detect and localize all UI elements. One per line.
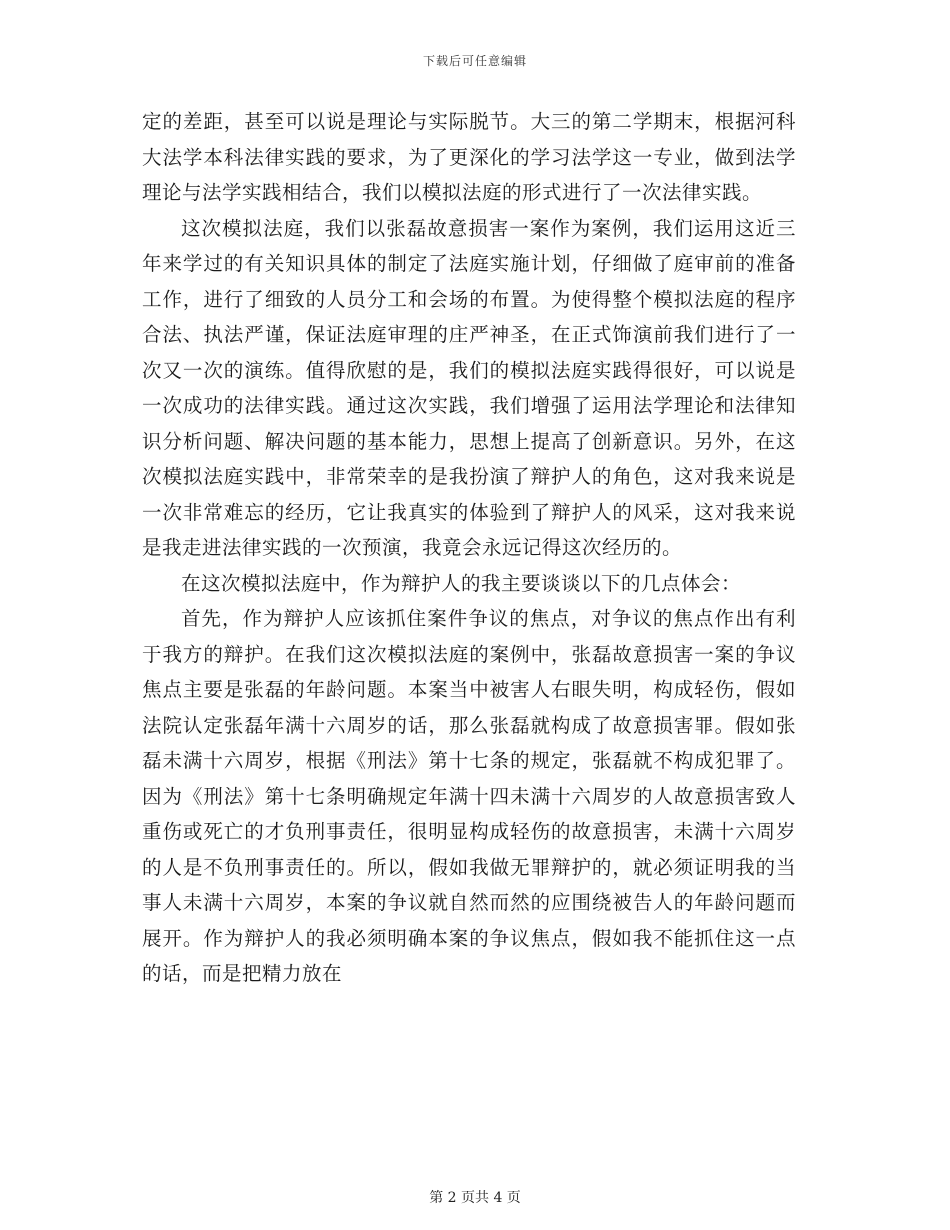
paragraph-first-point: 首先，作为辩护人应该抓住案件争议的焦点，对争议的焦点作出有利于我方的辩护。在我们这次模拟法庭的案例中，张磊故意损害一案的争议焦点主要是张磊的年龄问题。本案当中被害人右眼失明，构成轻伤，假如法院认定张磊年满十六周岁的话，那么张磊就构成了故意损害罪。假如张磊未满十六周岁，根据《刑法》第十七条的规定，张磊就不构成犯罪了。因为《刑法》第十七条明确规定年满十四未满十六周岁的人故意损害致人重伤或死亡的才负刑事责任，很明显构成轻伤的故意损害，未满十六周岁的人是不负刑事责任的。所以，假如我做无罪辩护的，就必须证明我的当事人未满十六周岁，本案的争议就自然而然的应围绕被告人的年龄问题而展开。作为辩护人的我必须明确本案的争议焦点，假如我不能抓住这一点的话，而是把精力放在 xyxy=(142,607,796,985)
paragraph-mock-court: 这次模拟法庭，我们以张磊故意损害一案作为案例，我们运用这近三年来学过的有关知识具体的制定了法庭实施计划，仔细做了庭审前的准备工作，进行了细致的人员分工和会场的布置。为使得整个模拟法庭的程序合法、执法严谨，保证法庭审理的庄严神圣，在正式饰演前我们进行了一次又一次的演练。值得欣慰的是，我们的模拟法庭实践得很好，可以说是一次成功的法律实践。通过这次实践，我们增强了运用法学理论和法律知识分析问题、解决问题的基本能力，思想上提高了创新意识。另外，在这次模拟法庭实践中，非常荣幸的是我扮演了辩护人的角色，这对我来说是一次非常难忘的经历，它让我真实的体验到了辩护人的风采，这对我来说是我走进法律实践的一次预演，我竟会永远记得这次经历的。 xyxy=(142,216,796,559)
document-body xyxy=(142,104,796,992)
paragraph-experience-intro: 在这次模拟法庭中，作为辩护人的我主要谈谈以下的几点体会： xyxy=(181,571,742,595)
paragraph-continuation: 定的差距，甚至可以说是理论与实际脱节。大三的第二学期末，根据河科大法学本科法律实践的要求，为了更深化的学习法学这一专业，做到法学理论与法学实践相结合，我们以模拟法庭的形式进行了一次法律实践。 xyxy=(142,110,796,204)
header-note: 下载后可任意编辑 xyxy=(422,54,527,68)
page-number: 第 2 页共 4 页 xyxy=(429,1190,521,1206)
